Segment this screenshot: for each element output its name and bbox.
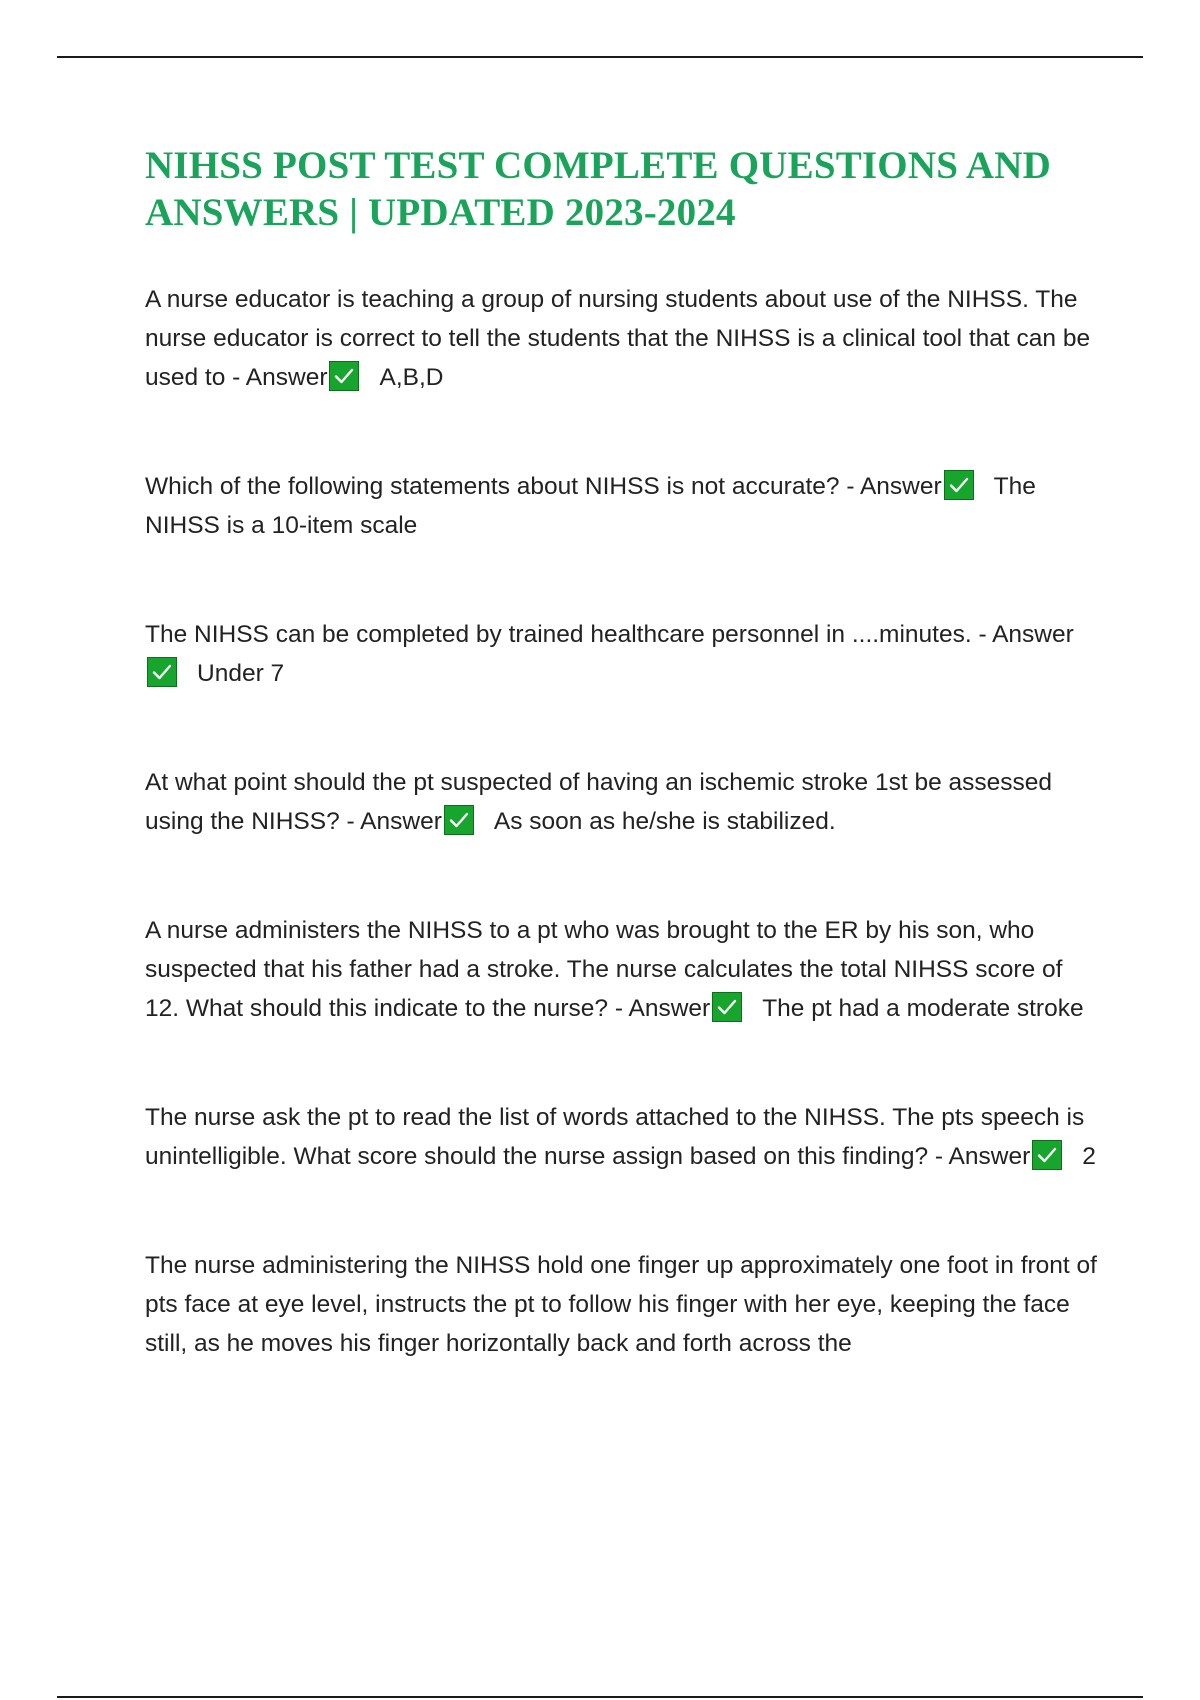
question-text: A nurse educator is teaching a group of nursing students about use of the NIHSS. The nurse educator is correct to tell the students that the NIHSS is a clinical tool that can be used to - Answer: [145, 286, 1091, 391]
document-body: [145, 142, 1100, 1363]
question-text: Which of the following statements about NIHSS is not accurate? - Answer: [145, 473, 942, 500]
answer-text: 2: [1082, 1143, 1096, 1170]
check-mark-icon: [147, 657, 177, 687]
answer-text: Under 7: [197, 660, 285, 687]
document-title: NIHSS POST TEST COMPLETE QUESTIONS AND ANSWERS | UPDATED 2023-2024: [145, 144, 1051, 234]
question-text: The nurse administering the NIHSS hold one finger up approximately one foot in front of pts face at eye level, instructs the pt to follow his finger with her eye, keeping the face still, as he moves his finger horizontally back and forth across the: [145, 1252, 1097, 1357]
question-text: At what point should the pt suspected of having an ischemic stroke 1st be assessed using the NIHSS? - Answer: [145, 769, 1053, 835]
check-mark-icon: [329, 361, 359, 391]
question-text: The NIHSS can be completed by trained healthcare personnel in ....minutes. - Answer: [145, 621, 1074, 648]
question-text: A nurse administers the NIHSS to a pt who was brought to the ER by his son, who suspected that his father had a stroke. The nurse calculates the total NIHSS score of 12. What should this indicate to the nurse? - Answer: [145, 917, 1063, 1022]
check-mark-icon: [944, 470, 974, 500]
answer-text: The pt had a moderate stroke: [762, 995, 1084, 1022]
qa-item-2: [145, 467, 1100, 545]
check-mark-icon: [712, 992, 742, 1022]
qa-item-4: [145, 763, 1100, 841]
question-text: The nurse ask the pt to read the list of words attached to the NIHSS. The pts speech is unintelligible. What score should the nurse assign based on this finding? - Answer: [145, 1104, 1085, 1170]
answer-text: A,B,D: [379, 364, 444, 391]
qa-item-7-partial: [145, 1246, 1100, 1363]
qa-item-1: [145, 280, 1100, 397]
check-mark-icon: [1032, 1140, 1062, 1170]
bottom-divider: [57, 1696, 1143, 1698]
qa-item-6: [145, 1098, 1100, 1176]
answer-text: The NIHSS is a 10-item scale: [145, 473, 1036, 539]
qa-item-5: [145, 911, 1100, 1028]
top-divider: [57, 56, 1143, 58]
check-mark-icon: [444, 805, 474, 835]
answer-text: As soon as he/she is stabilized.: [493, 808, 836, 835]
qa-item-3: [145, 615, 1100, 693]
